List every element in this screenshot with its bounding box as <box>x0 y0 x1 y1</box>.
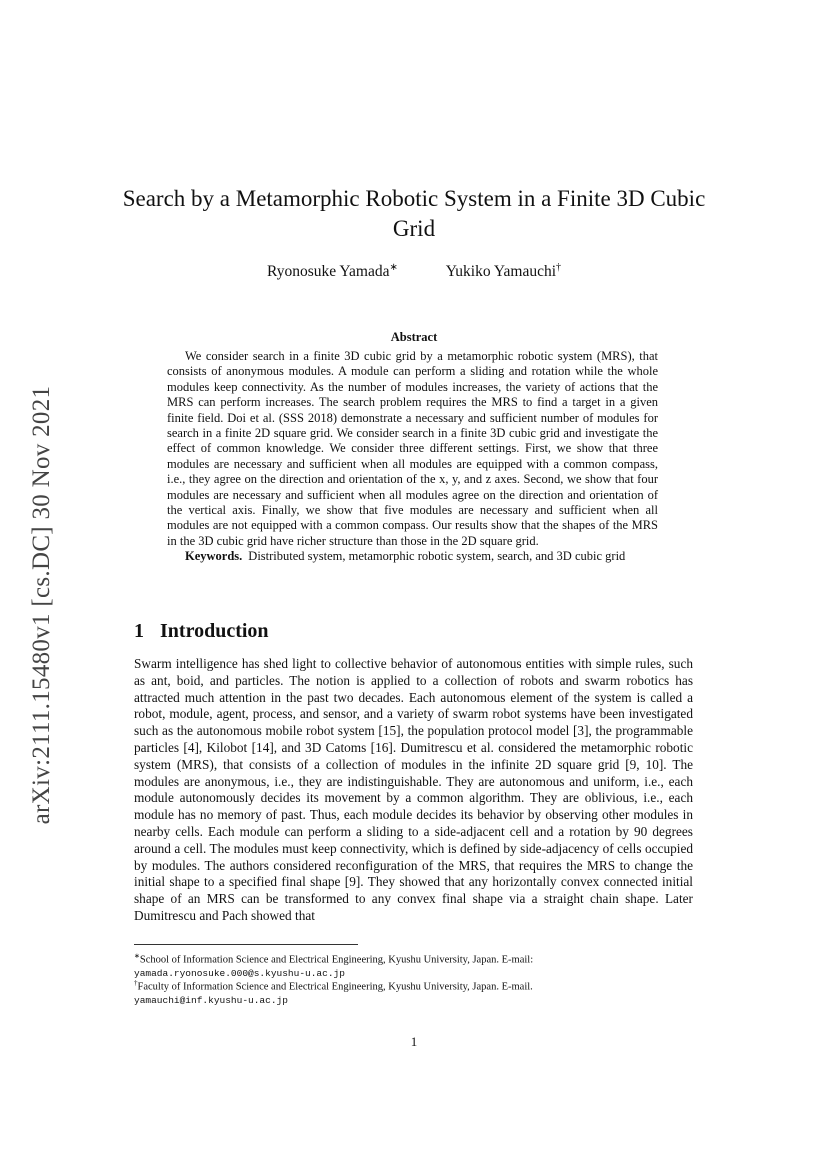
arxiv-id: arXiv:2111.15480v1 [cs.DC] 30 Nov 2021 <box>28 385 55 825</box>
footnote <box>134 977 693 1007</box>
keywords-text: Distributed system, metamorphic robotic system, search, and 3D cubic grid <box>248 549 626 564</box>
abstract <box>167 349 658 565</box>
footnote-email[interactable]: yamada.ryonosuke.000@s.kyushu-u.ac.jp <box>134 967 345 979</box>
footnote <box>134 950 693 980</box>
footnote-text: Faculty of Information Science and Electrical Engineering, Kyushu University, Japan. E-mail. <box>137 981 533 993</box>
section-number: 1 <box>134 620 144 642</box>
section-heading <box>134 620 269 643</box>
abstract-heading: Abstract <box>390 330 438 344</box>
section-title: Introduction <box>160 620 269 642</box>
footnote-mark: † <box>134 979 138 987</box>
page-number: 1 <box>410 1034 418 1049</box>
intro-paragraph: Swarm intelligence has shed light to collective behavior of autonomous entities with simple rules, such as ant, boid, and particles. The notion is applied to a collection of robots and swarm robotics has attracted much attention in the past two decades. Each autonomous element of the system is called a robot, module, agent, process, and sensor, and a variety of swarm robot systems have been investigated such as the autonomous mobile robot system [15], the population protocol model [3], the programmable particles [4], Kilobot [14], and 3D Catoms [16]. Dumitrescu et al. considered the metamorphic robotic system (MRS), that consists of a collection of modules in the infinite 2D square grid [9, 10]. The modules are anonymous, i.e., they are indistinguishable. They are autonomous and uniform, i.e., each module autonomously decides its movement by a common algorithm. They are oblivious, i.e., each module has no memory of past. Thus, each module decides its behavior by observing other modules in nearby cells. Each module can perform a sliding to a side-adjacent cell and a rotation by 90 degrees around a cell. The modules must keep connectivity, which is defined by side-adjacency of cells occupied by modules. The authors considered reconfiguration of the MRS, that requires the MRS to change the initial shape to a specified final shape [9]. They showed that any horizontally convex connected initial shape of an MRS can be transformed to any convex final shape via a straight chain shape. Later Dumitrescu and Pach showed that <box>134 656 693 923</box>
intro-body <box>134 656 693 925</box>
author-list <box>100 262 728 281</box>
arxiv-sidebar-stamp <box>22 355 62 855</box>
author <box>446 263 561 280</box>
footnote-email[interactable]: yamauchi@inf.kyushu-u.ac.jp <box>134 994 288 1006</box>
keywords <box>167 549 658 564</box>
author-mark: † <box>556 262 562 273</box>
author-name: Ryonosuke Yamada <box>266 263 390 281</box>
author <box>267 263 398 280</box>
paper-title: Search by a Metamorphic Robotic System in a Finite 3D Cubic Grid <box>122 186 706 241</box>
abstract-text: We consider search in a finite 3D cubic grid by a metamorphic robotic system (MRS), that consists of anonymous modules. A module can perform a sliding and rotation while the whole modules keep connectivity. As the number of modules increases, the variety of actions that the MRS can perform increases. The search problem requires the MRS to find a target in a given finite field. Doi et al. (SSS 2018) demonstrate a necessary and sufficient number of modules for search in a finite 2D square grid. We consider search in a finite 3D cubic grid and investigate the effect of common knowledge. We consider three different settings. First, we show that three modules are necessary and sufficient when all modules are equipped with a common compass, i.e., they agree on the direction and orientation of the x, y, and z axes. Second, we show that four modules are necessary and sufficient when all modules agree on the direction and orientation of the vertical axis. Finally, we show that five modules are necessary and sufficient when all modules are not equipped with a common compass. Our results show that the shapes of the MRS in the 3D cubic grid have richer structure than those in the 2D square grid. <box>167 349 658 548</box>
footnote-text: School of Information Science and Electrical Engineering, Kyushu University, Japan. E-mail: <box>139 954 534 966</box>
author-mark: ∗ <box>389 262 398 273</box>
footnote-rule <box>134 944 358 945</box>
author-name: Yukiko Yamauchi <box>445 263 557 281</box>
footnote-mark: ∗ <box>134 952 140 960</box>
keywords-label: Keywords. <box>185 549 243 564</box>
